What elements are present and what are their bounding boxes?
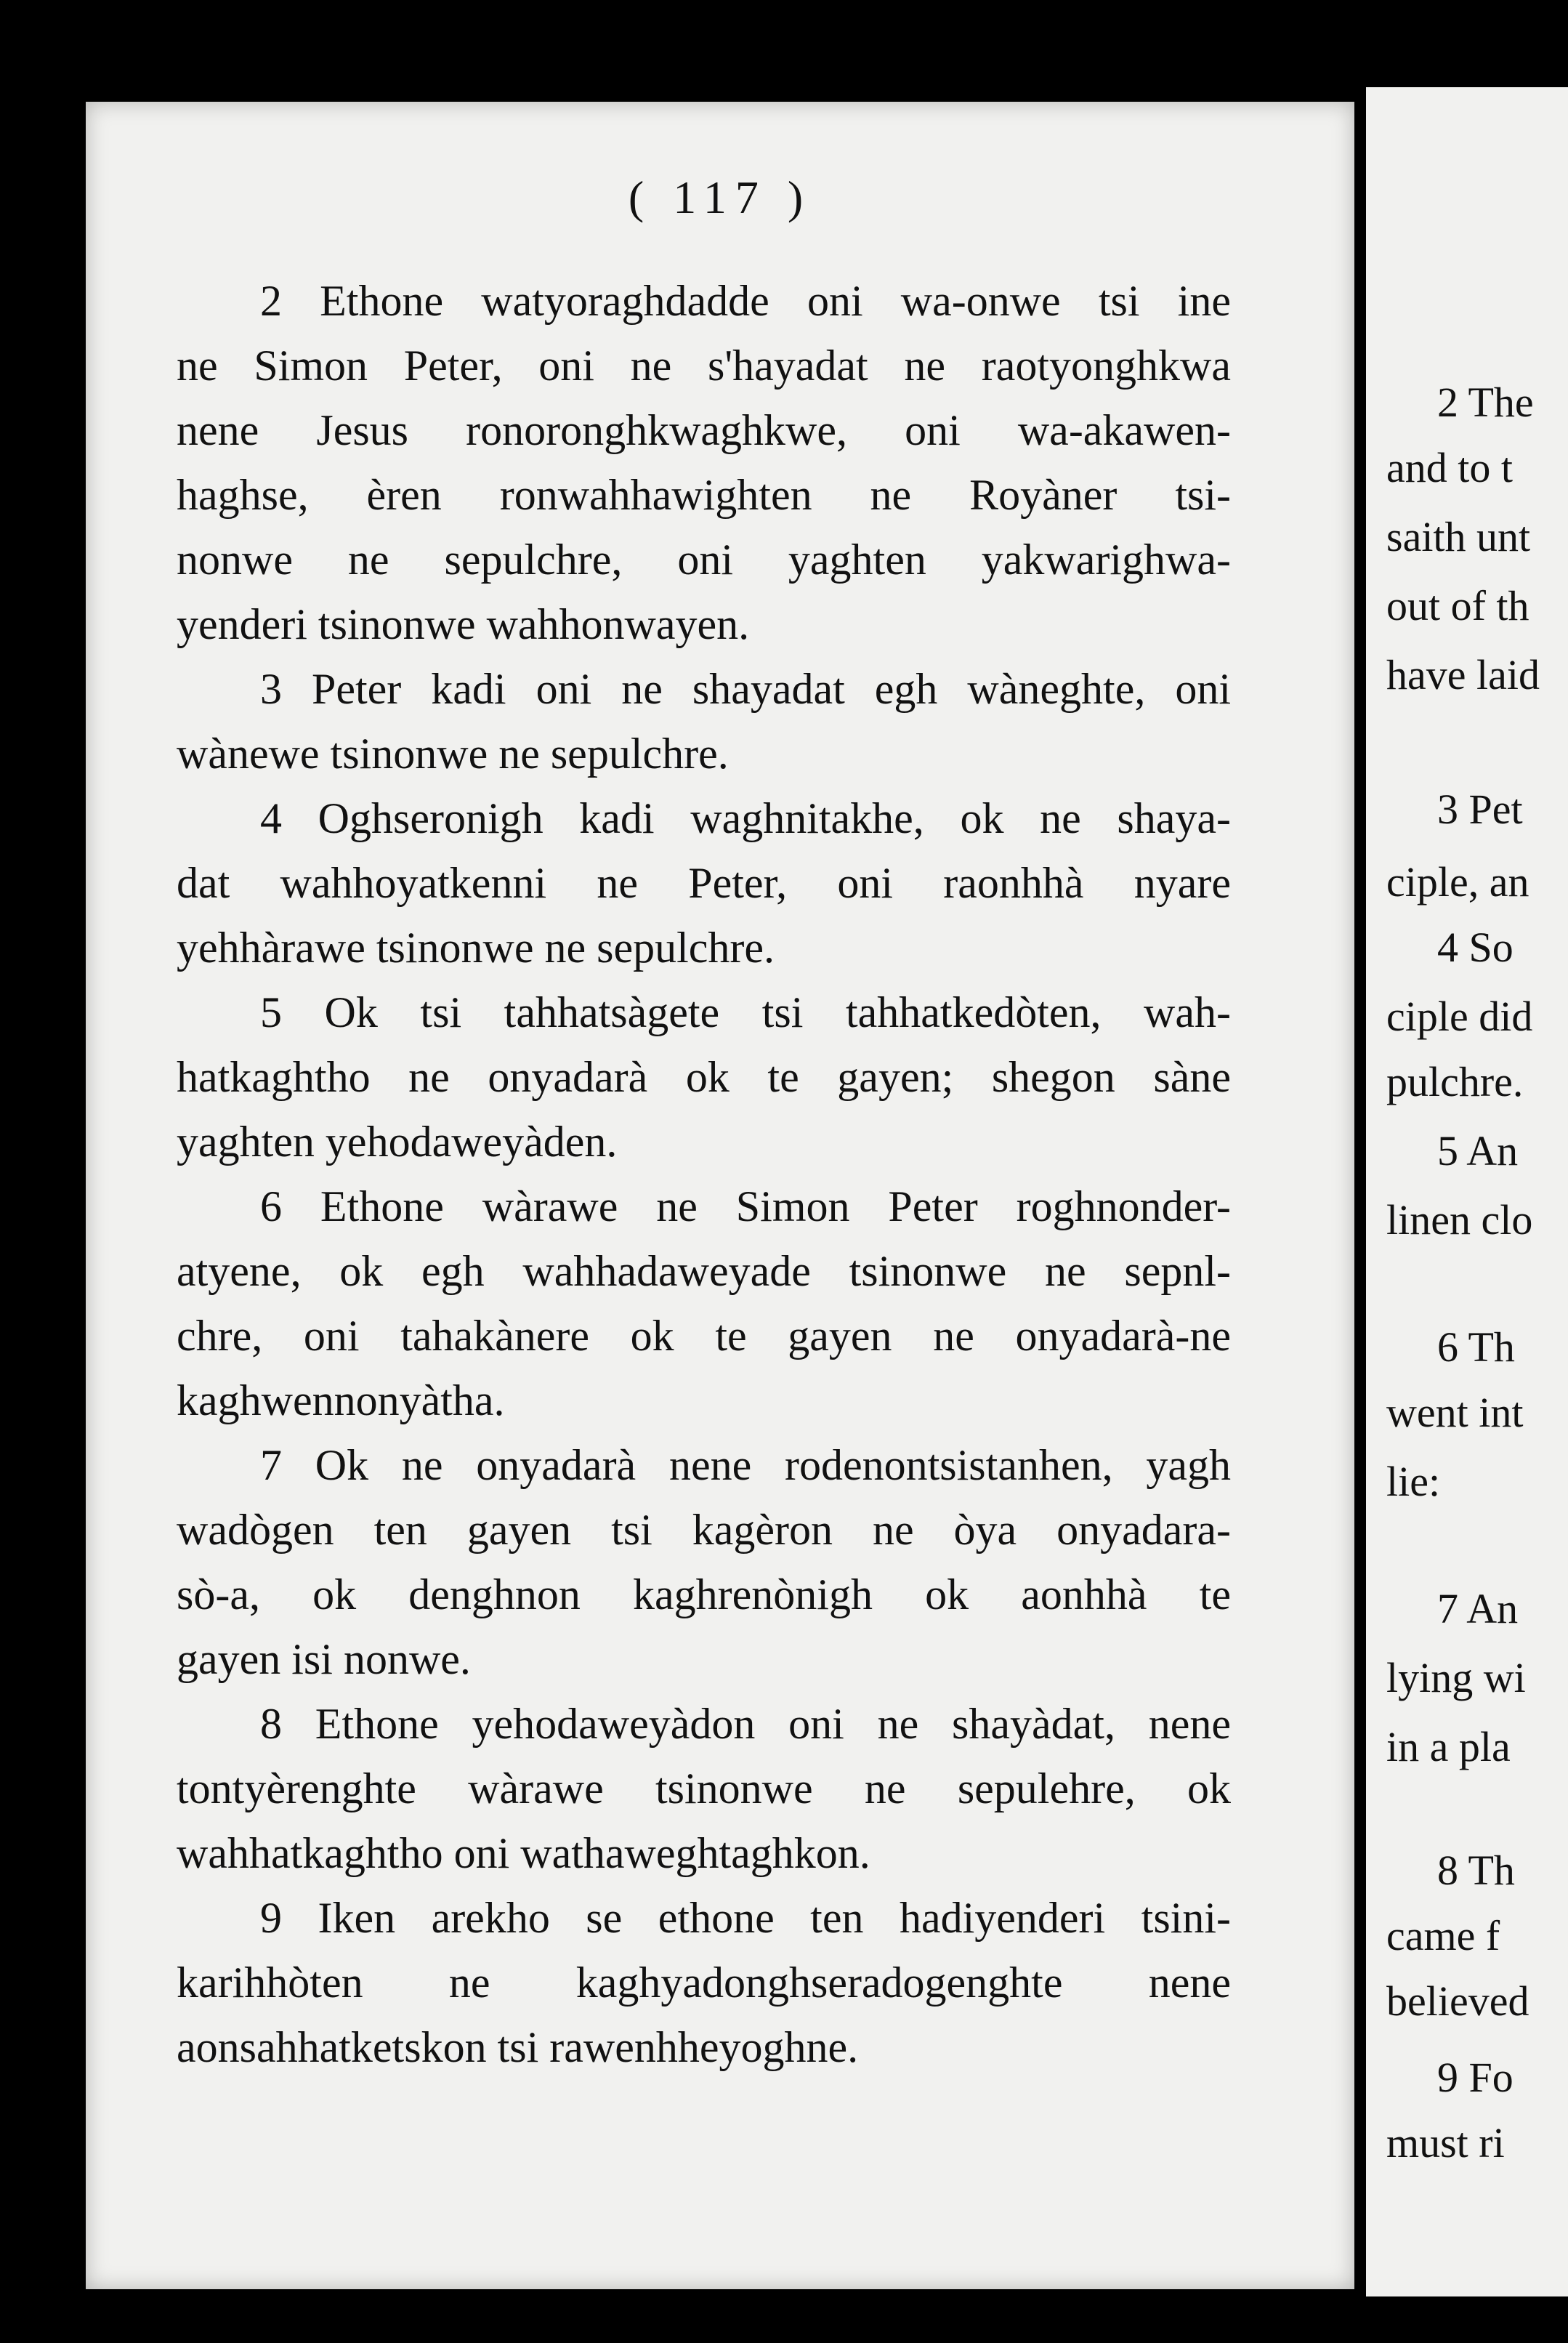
facing-page-line: 9 Fo <box>1437 2054 1514 2101</box>
verse-line: hatkaghtho ne onyadarà ok te gayen; shegon sàne <box>177 1053 1231 1101</box>
verse-line: gayen isi nonwe. <box>177 1635 471 1683</box>
facing-page-line: must ri <box>1386 2119 1505 2166</box>
verse-line: dat wahhoyatkenni ne Peter, oni raonhhà nyare <box>177 859 1231 907</box>
verse-line: aonsahhatketskon tsi rawenhheyoghne. <box>177 2023 859 2071</box>
verse-line: 4 Oghseronigh kadi waghnitakhe, ok ne shaya- <box>260 794 1231 842</box>
verse-line: 8 Ethone yehodaweyàdon oni ne shayàdat, nene <box>260 1700 1231 1748</box>
facing-page-line: lie: <box>1386 1458 1441 1505</box>
verse-line: yehhàrawe tsinonwe ne sepulchre. <box>177 924 775 972</box>
verse <box>86 269 1354 657</box>
facing-page-line: ciple did <box>1386 993 1533 1040</box>
verse-line: karihhòten ne kaghyadonghseradogenghte nene <box>177 1959 1231 2007</box>
page-number: ( 117 ) <box>628 172 812 223</box>
verse-line: 9 Iken arekho se ethone ten hadiyenderi tsini- <box>260 1894 1231 1942</box>
verse <box>86 657 1354 786</box>
facing-page-line: have laid <box>1386 651 1540 698</box>
facing-page-line: 6 Th <box>1437 1323 1515 1371</box>
verse <box>86 786 1354 980</box>
facing-page-line: and to t <box>1386 444 1513 491</box>
facing-page-line: 7 An <box>1437 1585 1519 1632</box>
verse-line: yenderi tsinonwe wahhonwayen. <box>177 600 750 648</box>
facing-page-line: came f <box>1386 1912 1500 1959</box>
facing-page-line: 8 Th <box>1437 1847 1515 1894</box>
facing-page-line: believed <box>1386 1977 1529 2025</box>
verse <box>86 1174 1354 1433</box>
left-page <box>86 102 1354 2289</box>
verse-line: sò-a, ok denghnon kaghrenònigh ok aonhhà te <box>177 1570 1231 1618</box>
facing-page-line: pulchre. <box>1386 1058 1524 1105</box>
facing-page-line: 3 Pet <box>1437 786 1523 833</box>
facing-page-line: out of th <box>1386 582 1529 629</box>
facing-page-line: ciple, an <box>1386 858 1529 906</box>
verse-line: ne Simon Peter, oni ne s'hayadat ne raotyonghkwa <box>177 342 1231 390</box>
verse-line: 2 Ethone watyoraghdadde oni wa-onwe tsi ine <box>260 277 1231 325</box>
facing-page-line: lying wi <box>1386 1654 1526 1701</box>
verse-line: wadògen ten gayen tsi kagèron ne òya onyadara- <box>177 1506 1231 1554</box>
verse-line: nonwe ne sepulchre, oni yaghten yakwarighwa- <box>177 536 1231 584</box>
verse-line: yaghten yehodaweyàden. <box>177 1118 618 1166</box>
facing-page-line: linen clo <box>1386 1196 1533 1243</box>
facing-page <box>1366 87 1568 2296</box>
verse-line: wànewe tsinonwe ne sepulchre. <box>177 730 729 778</box>
verse <box>86 1433 1354 1692</box>
verse-line: 3 Peter kadi oni ne shayadat egh wàneghte, oni <box>260 665 1231 713</box>
facing-page-line: went int <box>1386 1389 1524 1436</box>
facing-page-line: 5 An <box>1437 1127 1519 1174</box>
verse-line: 5 Ok tsi tahhatsàgete tsi tahhatkedòten, wah- <box>260 988 1231 1036</box>
verse-line: chre, oni tahakànere ok te gayen ne onyadarà-ne <box>177 1312 1231 1360</box>
verse-line: 6 Ethone wàrawe ne Simon Peter roghnonder- <box>260 1182 1231 1230</box>
verse-line: 7 Ok ne onyadarà nene rodenontsistanhen, yagh <box>260 1441 1231 1489</box>
verse-line: nene Jesus ronoronghkwaghkwe, oni wa-akawen- <box>177 406 1231 454</box>
verse-line: kaghwennonyàtha. <box>177 1376 505 1424</box>
verse-line: wahhatkaghtho oni wathaweghtaghkon. <box>177 1829 870 1877</box>
book-gutter <box>1354 73 1366 2311</box>
verse <box>86 1692 1354 1886</box>
verse-line: haghse, èren ronwahhawighten ne Royàner tsi- <box>177 471 1231 519</box>
verse-line: atyene, ok egh wahhadaweyade tsinonwe ne sepnl- <box>177 1247 1231 1295</box>
verse <box>86 1886 1354 2080</box>
verse <box>86 980 1354 1174</box>
facing-page-line: 4 So <box>1437 924 1514 971</box>
facing-page-line: saith unt <box>1386 513 1531 560</box>
verse-line: tontyèrenghte wàrawe tsinonwe ne sepulehre, ok <box>177 1765 1231 1812</box>
facing-page-line: in a pla <box>1386 1723 1511 1770</box>
facing-page-line: 2 The <box>1437 379 1534 426</box>
verse-list <box>86 269 1354 2080</box>
